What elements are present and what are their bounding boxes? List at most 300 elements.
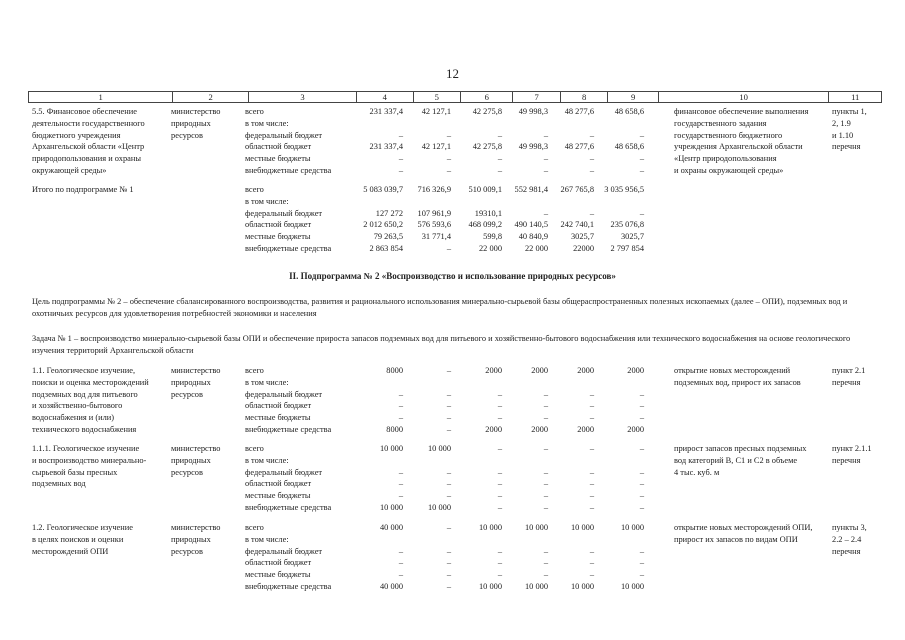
cell-line: 48 277,6 <box>564 107 594 116</box>
cell-line: природных <box>171 118 211 128</box>
cell-expected-result <box>674 365 830 389</box>
cell-line: 3 035 956,5 <box>604 185 644 194</box>
goal-text: Цель подпрограммы № 2 – обеспечение сбалансированного воспроизводства, развития и рационального использования минерально-сырьевой базы общераспространенных полезных ископаемых (далее – ОПИ), подземных вод и охотничьих ресурсов для удовлетворения потребностей экономики и населения <box>32 297 848 318</box>
cell-line: – <box>639 570 644 580</box>
cell-line: – <box>589 165 594 175</box>
cell-line: 10 000 <box>427 502 451 512</box>
cell-expected-result <box>674 106 830 177</box>
cell-amount-year-2 <box>451 522 502 593</box>
cell-line: 1.2. Геологическое изучение <box>32 523 133 532</box>
cell-event-name <box>32 106 170 177</box>
cell-line: – <box>543 491 548 501</box>
cell-line: 40 000 <box>379 581 403 591</box>
cell-line <box>549 534 594 546</box>
cell-line: 2000 <box>485 366 502 375</box>
cell-line: областной бюджет <box>245 558 312 568</box>
cell-line: 49 998,3 <box>518 142 548 152</box>
cell-amount-year-2 <box>451 443 502 514</box>
cell-event-name <box>32 443 170 490</box>
cell-line: – <box>497 154 502 164</box>
cell-line: 599,8 <box>483 232 502 242</box>
cell-line: – <box>639 502 644 512</box>
cell-line: – <box>398 154 403 164</box>
col-number: 2 <box>173 92 249 103</box>
cell-line: министерство <box>171 366 221 375</box>
cell-line: внебюджетные средства <box>245 502 332 512</box>
cell-line: – <box>446 523 451 532</box>
cell-line: министерство <box>171 523 221 532</box>
cell-line: федеральный бюджет <box>245 546 323 556</box>
cell-line: 10 000 <box>478 523 502 532</box>
cell-line <box>405 118 451 130</box>
cell-line <box>503 196 548 208</box>
cell-funding-source <box>245 365 350 436</box>
subprogram-2-title: II. Подпрограмма № 2 «Воспроизводство и использование природных ресурсов» <box>289 271 616 281</box>
cell-line <box>451 118 502 130</box>
cell-line: – <box>497 165 502 175</box>
cell-reference <box>832 443 882 467</box>
cell-amount-year-4 <box>549 443 594 514</box>
cell-line: 42 127,1 <box>421 107 451 116</box>
cell-amount-year-1 <box>405 365 451 436</box>
cell-amount-year-3 <box>503 443 548 514</box>
cell-line: – <box>446 581 451 591</box>
cell-line: – <box>543 502 548 512</box>
cell-line: – <box>446 424 451 434</box>
cell-line: вод категорий В, С1 и С2 в объеме <box>674 455 798 465</box>
cell-line: – <box>446 401 451 411</box>
cell-event-name <box>32 522 170 557</box>
cell-line: – <box>543 165 548 175</box>
cell-line: министерство <box>171 107 221 116</box>
cell-line: – <box>398 401 403 411</box>
cell-line: – <box>543 208 548 218</box>
cell-line: 10 000 <box>620 581 644 591</box>
cell-line: 2, 1.9 <box>832 118 851 128</box>
cell-line: 1.1.1. Геологическое изучение <box>32 444 140 453</box>
cell-line: 2 797 854 <box>610 243 644 253</box>
cell-line: – <box>398 546 403 556</box>
cell-amount-year-5 <box>596 443 644 514</box>
cell-line: 3025,7 <box>620 232 644 242</box>
cell-line: в том числе: <box>245 455 289 465</box>
cell-line: государственного бюджетного <box>674 130 783 140</box>
cell-line: и 1.10 <box>832 130 854 140</box>
cell-amount-year-1 <box>405 443 451 514</box>
cell-line <box>503 534 548 546</box>
cell-line: 22 000 <box>524 243 548 253</box>
cell-line: – <box>589 491 594 501</box>
cell-line: природопользования и охраны <box>32 154 141 164</box>
cell-line: 48 658,6 <box>614 107 644 116</box>
cell-line: – <box>589 154 594 164</box>
cell-line: 10 000 <box>524 523 548 532</box>
cell-line: всего <box>245 107 264 116</box>
cell-line: – <box>446 389 451 399</box>
cell-line: ресурсов <box>171 130 203 140</box>
cell-line: – <box>589 546 594 556</box>
cell-line: – <box>543 413 548 423</box>
cell-line: 42 275,8 <box>472 107 502 116</box>
cell-amount-year-5 <box>596 184 644 255</box>
cell-line: – <box>543 479 548 489</box>
cell-line: 22 000 <box>478 243 502 253</box>
cell-amount-total <box>347 365 403 436</box>
cell-line: 10 000 <box>379 502 403 512</box>
cell-line: 231 337,4 <box>369 142 403 152</box>
cell-line: – <box>543 154 548 164</box>
cell-line: – <box>543 558 548 568</box>
cell-line <box>596 377 644 389</box>
cell-line <box>596 196 644 208</box>
cell-line: – <box>639 491 644 501</box>
cell-line: прирост их запасов по видам ОПИ <box>674 534 798 544</box>
cell-line: внебюджетные средства <box>245 165 332 175</box>
cell-line: областной бюджет <box>245 142 312 152</box>
cell-line: областной бюджет <box>245 401 312 411</box>
cell-line <box>451 377 502 389</box>
cell-line: – <box>446 243 451 253</box>
cell-line: – <box>589 479 594 489</box>
cell-line: перечня <box>832 455 861 465</box>
cell-line <box>596 118 644 130</box>
cell-line: – <box>398 558 403 568</box>
cell-line: 19310,1 <box>474 208 502 218</box>
cell-line: перечня <box>832 377 861 387</box>
cell-line: 107 961,9 <box>417 208 451 218</box>
cell-line: государственного задания <box>674 118 767 128</box>
cell-line <box>347 118 403 130</box>
cell-line <box>347 455 403 467</box>
cell-line <box>347 534 403 546</box>
cell-line: – <box>589 467 594 477</box>
cell-line: местные бюджеты <box>245 232 311 242</box>
cell-line: 2 012 650,2 <box>363 220 403 230</box>
cell-line <box>549 455 594 467</box>
cell-line: 2000 <box>627 424 644 434</box>
cell-line: 10 000 <box>620 523 644 532</box>
cell-line: учреждения Архангельской области <box>674 142 803 152</box>
cell-amount-year-5 <box>596 106 644 177</box>
cell-line: – <box>446 479 451 489</box>
cell-line: 49 998,3 <box>518 107 548 116</box>
cell-line: – <box>639 165 644 175</box>
cell-line: 8000 <box>386 424 403 434</box>
cell-line: – <box>497 467 502 477</box>
cell-line: – <box>589 570 594 580</box>
cell-line: природных <box>171 534 211 544</box>
cell-line: 5 083 039,7 <box>363 185 403 194</box>
cell-line: 40 000 <box>379 523 403 532</box>
cell-line: открытие новых месторождений ОПИ, <box>674 523 813 532</box>
col-number: 10 <box>658 92 829 103</box>
cell-line: подземных вод <box>32 479 86 489</box>
cell-line: местные бюджеты <box>245 154 311 164</box>
cell-line <box>405 377 451 389</box>
cell-line: – <box>639 154 644 164</box>
cell-line: внебюджетные средства <box>245 424 332 434</box>
cell-line: – <box>639 467 644 477</box>
cell-line: федеральный бюджет <box>245 208 323 218</box>
cell-line: – <box>446 467 451 477</box>
cell-line: – <box>589 389 594 399</box>
cell-line: 1.1. Геологическое изучение, <box>32 366 136 375</box>
cell-line: – <box>543 389 548 399</box>
cell-line: 716 326,9 <box>417 185 451 194</box>
cell-line: – <box>589 401 594 411</box>
cell-line: 10 000 <box>379 444 403 453</box>
cell-line: – <box>446 165 451 175</box>
cell-line: 127 272 <box>375 208 403 218</box>
cell-amount-year-4 <box>549 365 594 436</box>
cell-line: – <box>446 570 451 580</box>
cell-line: перечня <box>832 142 861 152</box>
cell-line: «Центр природопользования <box>674 154 777 164</box>
cell-line: в том числе: <box>245 534 289 544</box>
col-number: 8 <box>560 92 607 103</box>
cell-line: – <box>398 413 403 423</box>
col-number: 6 <box>461 92 513 103</box>
cell-amount-total <box>347 522 403 593</box>
cell-line: ресурсов <box>171 467 203 477</box>
cell-line: областной бюджет <box>245 220 312 230</box>
cell-amount-year-3 <box>503 522 548 593</box>
cell-line <box>405 455 451 467</box>
cell-line: поиски и оценка месторождений <box>32 377 149 387</box>
cell-amount-year-4 <box>549 106 594 177</box>
cell-line: – <box>398 165 403 175</box>
cell-line: 42 127,1 <box>421 142 451 152</box>
cell-amount-year-3 <box>503 106 548 177</box>
cell-line: – <box>589 413 594 423</box>
cell-line: – <box>497 491 502 501</box>
cell-line: подземных вод для питьевого <box>32 389 138 399</box>
page-number: 12 <box>446 66 459 81</box>
cell-line: – <box>589 130 594 140</box>
cell-line <box>549 196 594 208</box>
cell-amount-year-4 <box>549 184 594 255</box>
cell-line: – <box>543 467 548 477</box>
cell-line: 2000 <box>531 366 548 375</box>
cell-line: – <box>497 444 502 453</box>
cell-line: – <box>639 558 644 568</box>
cell-amount-year-1 <box>405 184 451 255</box>
cell-line: 10 000 <box>524 581 548 591</box>
cell-line: – <box>543 401 548 411</box>
cell-line: 10 000 <box>478 581 502 591</box>
cell-funding-source <box>245 184 350 255</box>
cell-line: – <box>589 502 594 512</box>
cell-line: 242 740,1 <box>560 220 594 230</box>
cell-line: – <box>589 444 594 453</box>
cell-line <box>405 534 451 546</box>
cell-line: – <box>446 366 451 375</box>
cell-line: и хозяйственно-бытового <box>32 401 123 411</box>
cell-event-name <box>32 184 170 196</box>
cell-line: 22000 <box>573 243 594 253</box>
cell-line: – <box>497 413 502 423</box>
cell-line: прирост запасов пресных подземных <box>674 444 807 453</box>
col-number: 11 <box>829 92 882 103</box>
cell-line <box>503 377 548 389</box>
cell-amount-year-3 <box>503 365 548 436</box>
cell-line <box>503 118 548 130</box>
cell-line: 4 тыс. куб. м <box>674 467 720 477</box>
cell-amount-year-2 <box>451 106 502 177</box>
cell-amount-year-2 <box>451 184 502 255</box>
cell-line <box>596 455 644 467</box>
cell-line: федеральный бюджет <box>245 389 323 399</box>
cell-line: бюджетного учреждения <box>32 130 121 140</box>
cell-line: 2000 <box>531 424 548 434</box>
cell-line: местные бюджеты <box>245 491 311 501</box>
cell-amount-year-1 <box>405 106 451 177</box>
cell-amount-year-5 <box>596 365 644 436</box>
cell-event-name <box>32 365 170 436</box>
cell-line: – <box>639 130 644 140</box>
cell-line: – <box>639 413 644 423</box>
cell-line <box>451 534 502 546</box>
cell-line: местные бюджеты <box>245 570 311 580</box>
cell-line: окружающей среды» <box>32 165 107 175</box>
cell-line: 231 337,4 <box>369 107 403 116</box>
cell-line: 576 593,6 <box>417 220 451 230</box>
col-number: 4 <box>357 92 414 103</box>
col-number: 7 <box>513 92 560 103</box>
cell-line: – <box>446 558 451 568</box>
cell-line: – <box>639 479 644 489</box>
cell-amount-total <box>347 106 403 177</box>
cell-line: – <box>639 546 644 556</box>
cell-line: областной бюджет <box>245 479 312 489</box>
cell-line: ресурсов <box>171 389 203 399</box>
cell-line: 2.2 – 2.4 <box>832 534 862 544</box>
cell-line: – <box>543 130 548 140</box>
cell-line: 2000 <box>577 424 594 434</box>
cell-line: – <box>398 389 403 399</box>
task-text: Задача № 1 – воспроизводство минерально-сырьевой базы ОПИ и обеспечение прироста запасов подземных вод для питьевого и хозяйственно-бытового водоснабжения или технического водоснабжения на основе геологического изучения территорий Архангельской области <box>32 334 851 355</box>
cell-amount-total <box>347 443 403 514</box>
cell-line: 2000 <box>485 424 502 434</box>
cell-line: пункты 3, <box>832 523 867 532</box>
cell-line: в том числе: <box>245 118 289 128</box>
cell-amount-year-3 <box>503 184 548 255</box>
cell-line: 490 140,5 <box>514 220 548 230</box>
cell-line: федеральный бюджет <box>245 130 323 140</box>
cell-line: 40 840,9 <box>518 232 548 242</box>
cell-line: – <box>497 401 502 411</box>
cell-responsible <box>171 365 241 400</box>
cell-line: – <box>589 208 594 218</box>
cell-funding-source <box>245 443 350 514</box>
cell-line: – <box>446 413 451 423</box>
cell-line <box>347 196 403 208</box>
cell-funding-source <box>245 106 350 177</box>
cell-expected-result <box>674 443 830 478</box>
cell-line <box>549 377 594 389</box>
cell-line: 79 263,5 <box>373 232 403 242</box>
cell-line: сырьевой базы пресных <box>32 467 118 477</box>
cell-responsible <box>171 443 241 478</box>
cell-line: – <box>589 558 594 568</box>
cell-line <box>451 455 502 467</box>
cell-line: открытие новых месторождений <box>674 366 791 375</box>
cell-amount-year-1 <box>405 522 451 593</box>
cell-reference <box>832 522 882 557</box>
cell-line: 10 000 <box>570 523 594 532</box>
cell-line: 10 000 <box>427 444 451 453</box>
cell-line: и воспроизводство минерально- <box>32 455 147 465</box>
cell-line: 5.5. Финансовое обеспечение <box>32 107 137 116</box>
cell-line: – <box>446 130 451 140</box>
cell-line: – <box>446 154 451 164</box>
cell-line: внебюджетные средства <box>245 243 332 253</box>
cell-line <box>549 118 594 130</box>
cell-line: в целях поисков и оценки <box>32 534 124 544</box>
cell-line: – <box>398 479 403 489</box>
cell-line: – <box>398 570 403 580</box>
cell-line: внебюджетные средства <box>245 581 332 591</box>
cell-line: перечня <box>832 546 861 556</box>
cell-line: всего <box>245 523 264 532</box>
cell-line: – <box>497 570 502 580</box>
col-number: 3 <box>249 92 357 103</box>
cell-reference <box>832 106 882 153</box>
cell-line <box>451 196 502 208</box>
cell-line: пункт 2.1 <box>832 366 866 375</box>
cell-line: 2000 <box>577 366 594 375</box>
cell-line <box>347 377 403 389</box>
cell-line: – <box>497 130 502 140</box>
column-number-header <box>28 91 882 103</box>
cell-line: – <box>497 558 502 568</box>
cell-amount-year-2 <box>451 365 502 436</box>
cell-line: деятельности государственного <box>32 118 145 128</box>
cell-responsible <box>171 106 241 141</box>
cell-line: 10 000 <box>570 581 594 591</box>
cell-line: – <box>543 570 548 580</box>
cell-line <box>405 196 451 208</box>
cell-line: 235 076,8 <box>610 220 644 230</box>
cell-line: 42 275,8 <box>472 142 502 152</box>
cell-line: всего <box>245 185 264 194</box>
cell-responsible <box>171 522 241 557</box>
cell-line: – <box>446 546 451 556</box>
col-number: 5 <box>413 92 460 103</box>
cell-line: – <box>446 491 451 501</box>
cell-line: 552 981,4 <box>514 185 548 194</box>
cell-line: 267 765,8 <box>560 185 594 194</box>
cell-line: пункт 2.1.1 <box>832 444 872 453</box>
cell-line: – <box>543 444 548 453</box>
cell-amount-year-5 <box>596 522 644 593</box>
cell-line: 3025,7 <box>570 232 594 242</box>
cell-line: пункты 1, <box>832 107 867 116</box>
col-number: 1 <box>29 92 173 103</box>
cell-line: – <box>543 546 548 556</box>
cell-line: – <box>639 389 644 399</box>
cell-line: местные бюджеты <box>245 413 311 423</box>
cell-expected-result <box>674 522 830 546</box>
cell-line: водоснабжения и (или) <box>32 413 115 423</box>
cell-line: 510 009,1 <box>468 185 502 194</box>
cell-line: – <box>639 208 644 218</box>
cell-line: ресурсов <box>171 546 203 556</box>
cell-line <box>596 534 644 546</box>
cell-line: Итого по подпрограмме № 1 <box>32 185 134 194</box>
cell-line: месторождений ОПИ <box>32 546 109 556</box>
cell-line: природных <box>171 377 211 387</box>
